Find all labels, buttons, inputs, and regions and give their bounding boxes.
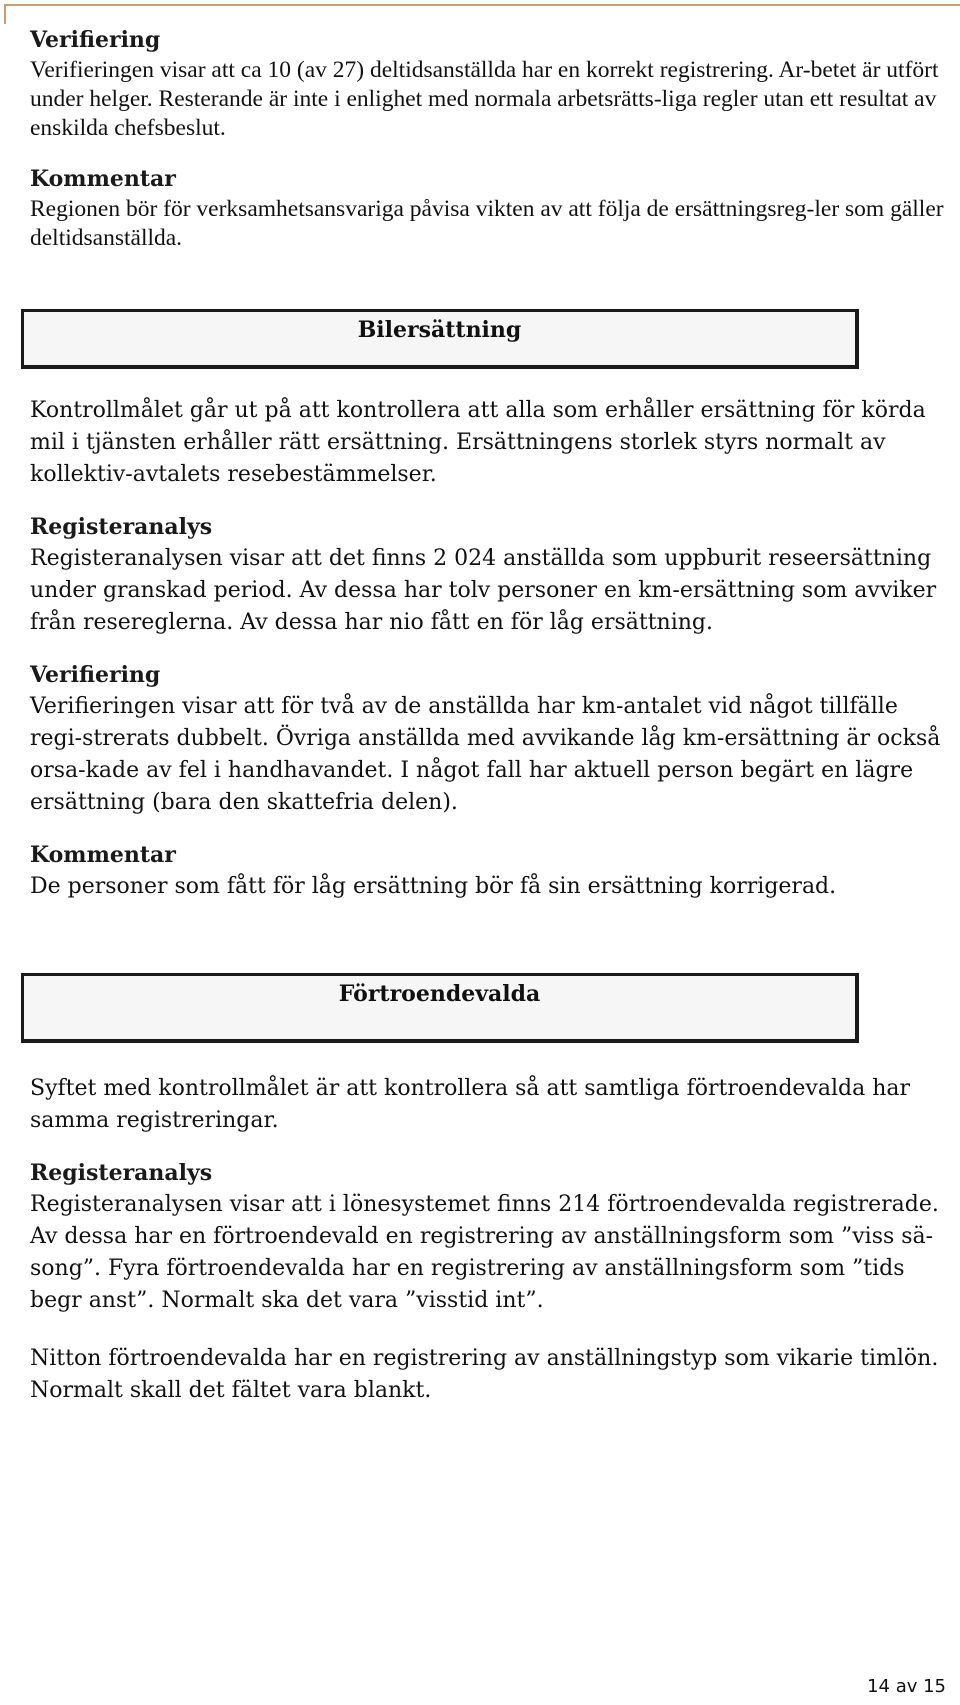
paragraph-kommentar: Regionen bör för verksamhetsansvariga påvisa vikten av att följa de ersättningsreg-ler som gäller deltidsanställda. (30, 196, 944, 251)
heading-registeranalys: Registeranalys (30, 1160, 213, 1186)
heading-verifiering: Verifiering (30, 662, 161, 688)
section-title-box-fortroendevalda (21, 973, 859, 1043)
section-bil-kommentar (30, 839, 954, 903)
heading-registeranalys: Registeranalys (30, 514, 213, 540)
paragraph-verifiering: Verifieringen visar att för två av de anställda har km-antalet vid något tillfälle regi-strerats dubbelt. Övriga anställda med avvikande låg km-ersättning är också orsa-kade av fel i handhavandet. I något fall har aktuell person begärt en lägre ersättning (bara den skattefria delen). (30, 694, 941, 815)
paragraph-registeranalys: Registeranalysen visar att i lönesystemet finns 214 förtroendevalda registrerade. Av dessa har en förtroendevald en registrering av anställningsform som ”viss sä-song”. Fyra förtroendevalda har en registrering av anställningsform som ”tids begr anst”. Normalt ska det vara ”visstid int”. (30, 1192, 939, 1313)
section-title-box-bilersattning (21, 309, 859, 369)
paragraph-fort-extra: Nitton förtroendevalda har en registrering av anställningstyp som vikarie timlön. Normalt skall det fältet vara blankt. (30, 1346, 939, 1403)
heading-verifiering: Verifiering (30, 27, 161, 53)
document-page (30, 24, 954, 1427)
section-title-bilersattning: Bilersättning (357, 317, 522, 343)
paragraph-registeranalys: Registeranalysen visar att det finns 2 024 anställda som uppburit reseersättning under granskad period. Av dessa har tolv personer en km-ersättning som avviker från resereglerna. Av dessa har nio fått en för låg ersättning. (30, 546, 937, 635)
section-bil-verifiering (30, 659, 954, 819)
section-bil-intro (30, 395, 954, 491)
section-verifiering-1 (30, 24, 954, 143)
paragraph-kommentar: De personer som fått för låg ersättning bör få sin ersättning korrigerad. (30, 874, 837, 899)
page-top-rule (20, 4, 960, 6)
paragraph-bil-intro: Kontrollmålet går ut på att kontrollera att alla som erhåller ersättning för körda mil i tjänsten erhåller rätt ersättning. Ersättningens storlek styrs normalt av kollektiv-avtalets resebestämmelser. (30, 398, 926, 487)
heading-kommentar: Kommentar (30, 842, 176, 868)
page-corner-mark (4, 4, 20, 24)
paragraph-verifiering: Verifieringen visar att ca 10 (av 27) deltidsanställda har en korrekt registrering. Ar-betet är utfört under helger. Resterande är inte i enlighet med normala arbetsrätts-liga regler utan ett resultat av enskilda chefsbeslut. (30, 57, 939, 141)
section-fort-intro (30, 1073, 954, 1137)
paragraph-fort-intro: Syftet med kontrollmålet är att kontrollera så att samtliga förtroendevalda har samma registreringar. (30, 1076, 910, 1133)
heading-kommentar: Kommentar (30, 166, 176, 192)
page-number: 14 av 15 (867, 1676, 946, 1697)
section-title-fortroendevalda: Förtroendevalda (338, 981, 541, 1007)
section-bil-registeranalys (30, 511, 954, 639)
section-kommentar-1 (30, 163, 954, 253)
section-fort-registeranalys (30, 1157, 954, 1317)
section-fort-extra (30, 1343, 954, 1407)
